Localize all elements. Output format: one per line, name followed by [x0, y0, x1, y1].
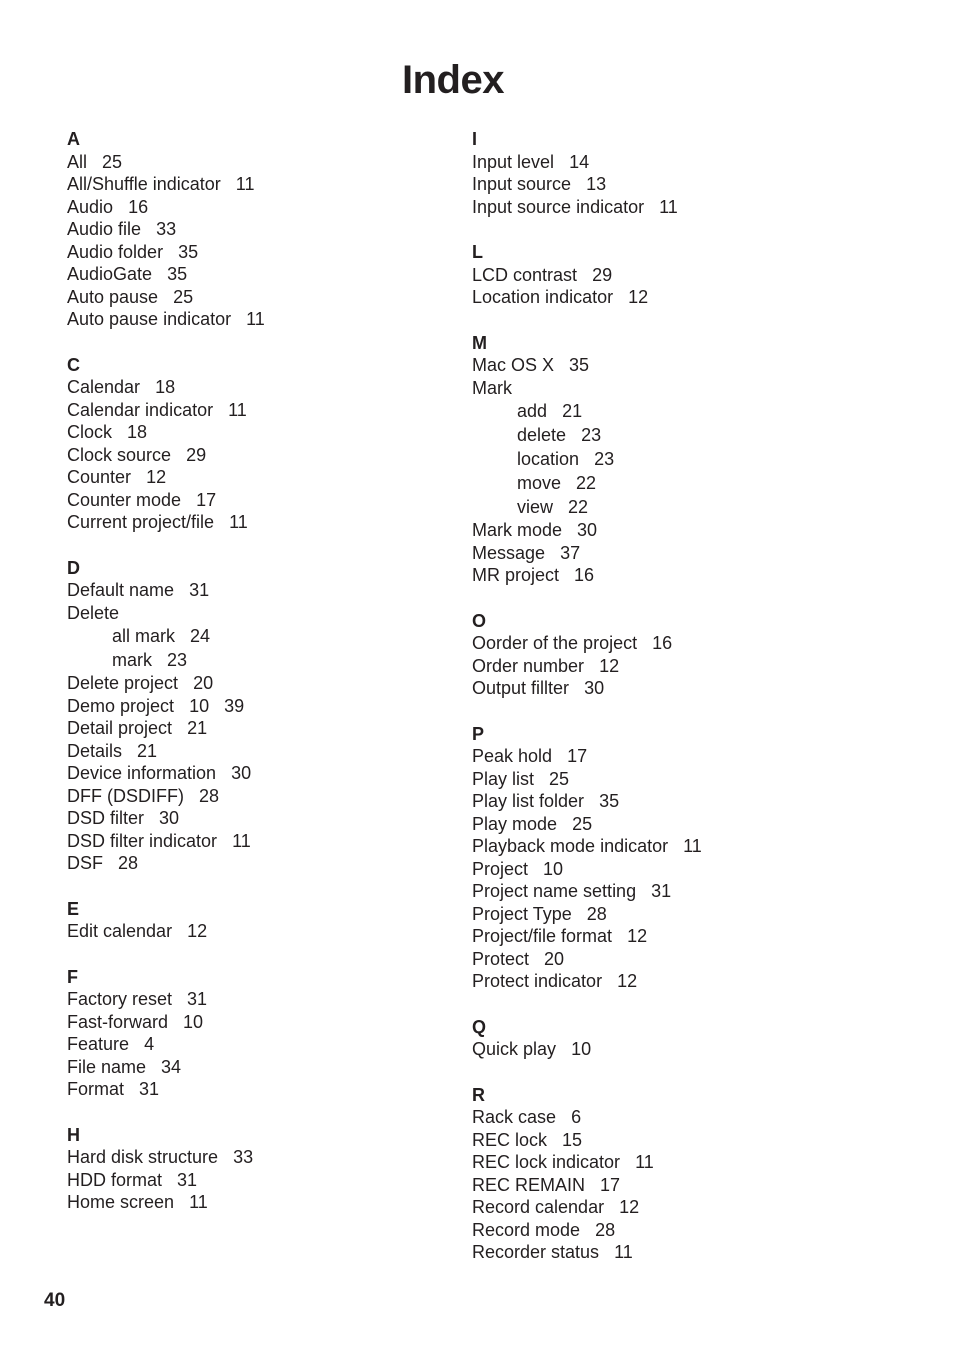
index-group-f — [67, 966, 265, 1101]
entry-pages: 11 — [235, 174, 255, 194]
index-entry — [472, 1151, 702, 1174]
entry-term: Clock — [67, 422, 113, 442]
entry-pages: 12 — [628, 287, 649, 307]
entry-pages: 31 — [651, 881, 672, 901]
entry-term: Current project/file — [67, 512, 215, 532]
entry-pages: 20 — [193, 673, 214, 693]
entry-pages: 29 — [592, 264, 613, 285]
index-entry — [472, 655, 702, 678]
entry-pages: 21 — [187, 718, 208, 738]
entry-term: Factory reset — [67, 989, 173, 1009]
entry-term: Demo project — [67, 695, 175, 716]
entry-pages: 11 — [228, 399, 247, 420]
index-entry — [67, 717, 265, 740]
index-entry — [67, 602, 265, 625]
index-entry — [67, 988, 265, 1011]
entry-pages: 11 — [229, 512, 248, 532]
entry-term: AudioGate — [67, 264, 153, 284]
index-entry — [67, 444, 265, 467]
entry-pages: 37 — [560, 542, 581, 563]
entry-pages: 12 — [619, 1197, 640, 1217]
index-entry — [67, 1011, 265, 1034]
entry-pages: 16 — [128, 196, 149, 217]
section-letter: M — [472, 332, 487, 353]
index-entry — [472, 880, 702, 903]
index-entry — [472, 948, 702, 971]
entry-term: all mark — [112, 626, 176, 646]
entry-term: DSD filter — [67, 808, 145, 828]
section-letter: Q — [472, 1016, 487, 1037]
index-entry — [67, 263, 265, 286]
entry-term: Playback mode indicator — [472, 836, 669, 856]
entry-pages: 33 — [156, 219, 177, 239]
entry-term: Project/file format — [472, 926, 613, 946]
index-entry — [472, 790, 702, 813]
index-entry — [67, 286, 265, 309]
entry-pages: 22 — [576, 473, 597, 493]
index-entry — [472, 925, 702, 948]
index-entry — [67, 1078, 265, 1101]
entry-pages: 11 — [189, 1192, 208, 1212]
index-entry — [472, 858, 702, 881]
index-entry — [472, 173, 702, 196]
index-subentry — [472, 471, 702, 495]
entry-pages: 6 — [571, 1107, 582, 1127]
index-entry — [67, 785, 265, 808]
entry-pages: 12 — [146, 467, 167, 487]
index-entry — [67, 399, 265, 422]
entry-term: Location indicator — [472, 287, 614, 307]
entry-term: Project — [472, 858, 529, 879]
section-letter: R — [472, 1084, 485, 1105]
entry-term: Protect — [472, 948, 530, 969]
entry-pages: 28 — [118, 853, 139, 873]
entry-pages: 10 39 — [189, 695, 245, 716]
index-entry — [67, 173, 265, 196]
entry-term: Edit calendar — [67, 921, 173, 941]
entry-term: Play list folder — [472, 791, 585, 811]
index-entry — [472, 1106, 702, 1129]
index-entry — [67, 421, 265, 444]
entry-term: DSF — [67, 853, 103, 873]
page-number: 40 — [44, 1290, 66, 1311]
entry-term: Clock source — [67, 444, 172, 465]
section-letter: L — [472, 242, 483, 262]
entry-term: Peak hold — [472, 746, 553, 766]
entry-pages: 35 — [599, 791, 620, 811]
index-entry — [67, 151, 265, 174]
entry-term: view — [517, 497, 554, 517]
index-entry — [67, 466, 265, 489]
index-subentry — [67, 648, 265, 672]
index-entry — [67, 489, 265, 512]
index-entry — [472, 1038, 702, 1061]
entry-term: Auto pause indicator — [67, 309, 232, 329]
entry-pages: 31 — [177, 1169, 198, 1190]
entry-pages: 12 — [187, 921, 208, 941]
index-entry — [472, 286, 702, 309]
entry-term: Project name setting — [472, 881, 637, 901]
entry-pages: 20 — [544, 948, 565, 969]
entry-pages: 17 — [567, 746, 588, 766]
index-group-d — [67, 557, 265, 875]
index-entry — [67, 1056, 265, 1079]
section-letter: D — [67, 557, 80, 578]
entry-term: Hard disk structure — [67, 1147, 219, 1167]
page-title: Index — [402, 58, 504, 102]
entry-term: location — [517, 449, 580, 469]
index-entry — [472, 354, 702, 377]
index-entry — [472, 745, 702, 768]
index-entry — [472, 196, 702, 219]
entry-pages: 23 — [594, 449, 615, 469]
entry-term: Message — [472, 542, 546, 563]
entry-term: Mac OS X — [472, 355, 555, 375]
entry-term: Record mode — [472, 1219, 581, 1240]
entry-pages: 12 — [599, 655, 620, 676]
index-group-e — [67, 898, 265, 943]
entry-term: Counter mode — [67, 489, 182, 510]
entry-term: Input level — [472, 151, 555, 172]
entry-pages: 28 — [586, 903, 607, 924]
entry-pages: 25 — [549, 768, 570, 789]
index-entry — [472, 813, 702, 836]
entry-pages: 16 — [652, 633, 673, 653]
entry-pages: 21 — [137, 740, 158, 761]
entry-pages: 25 — [572, 813, 593, 834]
index-entry — [472, 542, 702, 565]
index-column-right — [472, 128, 702, 1287]
entry-term: Play mode — [472, 813, 558, 834]
entry-term: Protect indicator — [472, 971, 603, 991]
entry-pages: 11 — [232, 830, 251, 851]
index-entry — [472, 903, 702, 926]
index-entry — [472, 768, 702, 791]
index-entry — [67, 511, 265, 534]
entry-term: Default name — [67, 580, 175, 600]
entry-term: Calendar indicator — [67, 399, 214, 420]
entry-pages: 12 — [617, 971, 638, 991]
index-entry — [67, 740, 265, 763]
entry-term: Details — [67, 740, 123, 761]
entry-pages: 33 — [233, 1147, 254, 1167]
index-entry — [67, 807, 265, 830]
entry-pages: 17 — [600, 1174, 621, 1195]
entry-term: Record calendar — [472, 1197, 605, 1217]
index-entry — [67, 830, 265, 853]
entry-pages: 13 — [586, 174, 607, 194]
entry-term: delete — [517, 425, 567, 445]
entry-term: Calendar — [67, 377, 141, 397]
entry-term: Rack case — [472, 1107, 557, 1127]
section-letter: P — [472, 723, 485, 744]
entry-pages: 31 — [189, 580, 210, 600]
entry-term: Mark mode — [472, 520, 563, 540]
entry-term: Home screen — [67, 1192, 175, 1212]
entry-term: LCD contrast — [472, 264, 578, 285]
section-letter: E — [67, 898, 80, 919]
index-entry — [67, 1033, 265, 1056]
entry-pages: 11 — [614, 1242, 633, 1262]
entry-term: MR project — [472, 565, 560, 585]
entry-pages: 25 — [102, 151, 123, 172]
entry-pages: 11 — [246, 309, 265, 329]
entry-pages: 22 — [568, 497, 589, 517]
entry-term: All/Shuffle indicator — [67, 174, 221, 194]
entry-term: Delete — [67, 602, 120, 623]
entry-term: Fast-forward — [67, 1011, 169, 1032]
entry-pages: 30 — [584, 678, 605, 698]
index-subentry — [472, 423, 702, 447]
entry-term: Device information — [67, 763, 217, 783]
index-entry — [472, 970, 702, 993]
entry-pages: 11 — [659, 196, 678, 217]
index-entry — [67, 672, 265, 695]
index-entry — [67, 1146, 265, 1169]
entry-term: DSD filter indicator — [67, 830, 218, 851]
entry-pages: 35 — [167, 264, 188, 284]
index-entry — [67, 1169, 265, 1192]
index-entry — [472, 564, 702, 587]
index-subentry — [472, 495, 702, 519]
entry-term: mark — [112, 650, 152, 670]
entry-pages: 4 — [144, 1034, 155, 1054]
index-entry — [472, 1219, 702, 1242]
index-subentry — [472, 447, 702, 471]
entry-term: Feature — [67, 1034, 130, 1054]
entry-term: add — [517, 401, 548, 421]
entry-term: Auto pause — [67, 286, 159, 307]
entry-pages: 10 — [183, 1011, 204, 1032]
entry-term: Project Type — [472, 903, 572, 924]
entry-pages: 18 — [127, 422, 148, 442]
index-entry — [472, 377, 702, 400]
index-entry — [67, 218, 265, 241]
index-group-p — [472, 723, 702, 993]
index-group-h — [67, 1124, 265, 1214]
index-entry — [472, 519, 702, 542]
entry-term: Audio file — [67, 219, 142, 239]
index-entry — [67, 920, 265, 943]
entry-pages: 24 — [190, 626, 211, 646]
entry-term: REC REMAIN — [472, 1174, 586, 1195]
index-group-o — [472, 610, 702, 700]
index-entry — [67, 308, 265, 331]
index-subentry — [472, 399, 702, 423]
section-letter: O — [472, 610, 487, 631]
index-entry — [67, 196, 265, 219]
entry-pages: 11 — [683, 836, 702, 856]
index-entry — [472, 1241, 702, 1264]
entry-term: File name — [67, 1056, 147, 1077]
section-letter: C — [67, 354, 80, 375]
section-letter: F — [67, 966, 78, 987]
index-group-l — [472, 241, 702, 309]
index-entry — [67, 762, 265, 785]
entry-pages: 10 — [571, 1039, 592, 1059]
section-letter: H — [67, 1124, 80, 1145]
index-group-m — [472, 332, 702, 587]
entry-pages: 12 — [627, 926, 648, 946]
entry-term: REC lock — [472, 1129, 548, 1150]
index-entry — [472, 151, 702, 174]
entry-pages: 16 — [574, 565, 595, 585]
index-column-left — [67, 128, 265, 1237]
entry-pages: 28 — [595, 1219, 616, 1240]
index-group-q — [472, 1016, 702, 1061]
entry-term: HDD format — [67, 1169, 163, 1190]
entry-pages: 11 — [635, 1152, 654, 1172]
index-entry — [67, 241, 265, 264]
entry-term: Mark — [472, 377, 512, 398]
index-entry — [67, 376, 265, 399]
entry-term: Input source — [472, 174, 572, 194]
index-entry — [67, 695, 265, 718]
entry-term: Quick play — [472, 1039, 557, 1059]
entry-term: Order number — [472, 655, 585, 676]
entry-term: Delete project — [67, 673, 179, 693]
index-subentry — [67, 624, 265, 648]
entry-term: All — [67, 151, 88, 172]
entry-pages: 23 — [167, 650, 188, 670]
entry-pages: 18 — [155, 377, 176, 397]
entry-term: Output fillter — [472, 678, 570, 698]
index-entry — [472, 1129, 702, 1152]
index-group-i — [472, 128, 702, 218]
index-entry — [472, 677, 702, 700]
entry-term: Counter — [67, 467, 132, 487]
entry-pages: 30 — [231, 763, 252, 783]
entry-term: REC lock indicator — [472, 1152, 621, 1172]
entry-pages: 31 — [139, 1079, 160, 1099]
entry-term: Audio folder — [67, 241, 164, 262]
index-entry — [472, 264, 702, 287]
index-group-c — [67, 354, 265, 534]
entry-term: Oorder of the project — [472, 633, 638, 653]
index-entry — [472, 1196, 702, 1219]
index-entry — [472, 1174, 702, 1197]
entry-pages: 31 — [187, 989, 208, 1009]
index-entry — [67, 579, 265, 602]
entry-pages: 29 — [186, 444, 207, 465]
entry-pages: 34 — [161, 1056, 182, 1077]
entry-pages: 23 — [581, 425, 602, 445]
entry-term: Detail project — [67, 718, 173, 738]
entry-term: DFF (DSDIFF) — [67, 785, 184, 806]
entry-pages: 14 — [569, 151, 590, 172]
index-entry — [67, 852, 265, 875]
entry-pages: 17 — [196, 489, 217, 510]
entry-pages: 10 — [543, 858, 564, 879]
entry-pages: 30 — [159, 808, 180, 828]
entry-pages: 30 — [577, 520, 598, 540]
entry-pages: 35 — [178, 241, 199, 262]
index-group-a — [67, 128, 265, 331]
section-letter: I — [472, 129, 478, 149]
entry-pages: 35 — [569, 355, 590, 375]
index-entry — [67, 1191, 265, 1214]
section-letter: A — [67, 129, 80, 149]
entry-pages: 25 — [173, 286, 194, 307]
index-entry — [472, 632, 702, 655]
entry-term: Input source indicator — [472, 196, 645, 217]
entry-pages: 21 — [562, 401, 583, 421]
entry-term: Play list — [472, 768, 535, 789]
entry-term: move — [517, 473, 562, 493]
index-entry — [472, 835, 702, 858]
index-group-r — [472, 1084, 702, 1264]
entry-term: Recorder status — [472, 1242, 600, 1262]
entry-pages: 28 — [199, 785, 220, 806]
entry-term: Audio — [67, 196, 114, 217]
entry-pages: 15 — [562, 1129, 583, 1150]
entry-term: Format — [67, 1079, 125, 1099]
